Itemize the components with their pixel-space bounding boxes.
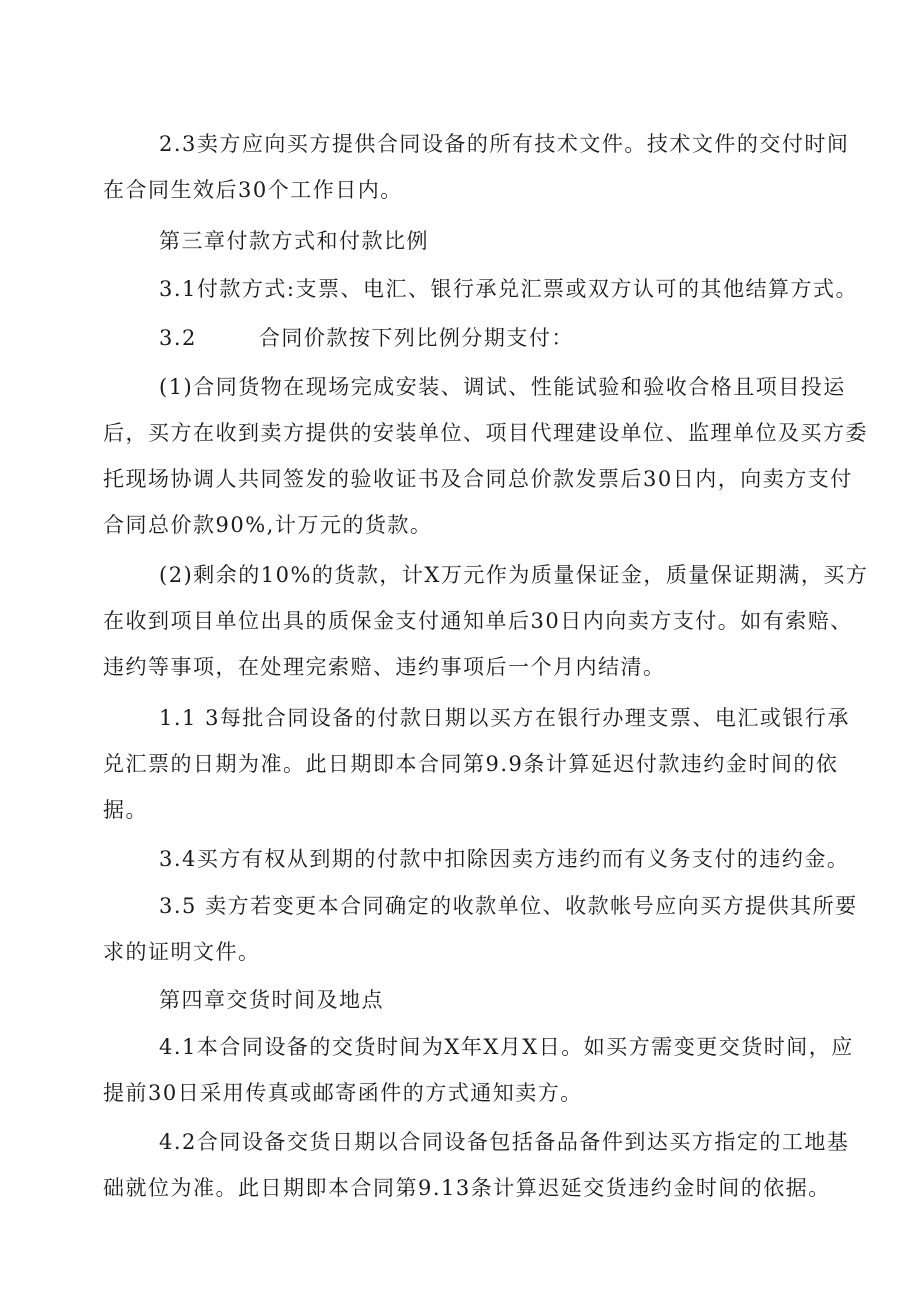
clause-3-3: 1.1 3每批合同设备的付款日期以买方在银行办理支票、电汇或银行承兑汇票的日期为准。此日期即本合同第9.9条计算延迟付款违约金时间的依据。 bbox=[103, 706, 850, 822]
clause-3-4: 3.4买方有权从到期的付款中扣除因卖方违约而有义务支付的违约金。 bbox=[159, 847, 850, 871]
clause-3-2-number: 3.2 bbox=[159, 326, 197, 350]
clause-3-2-item-1: (1)合同货物在现场完成安装、调试、性能试验和验收合格且项目投运后，买方在收到卖方提供的安装单位、项目代理建设单位、监理单位及买方委托现场协调人共同签发的验收证书及合同总价款发票后30日内，向卖方支付合同总价款90%,计万元的货款。 bbox=[103, 375, 868, 537]
clause-3-2-item-2: (2)剩余的10%的货款，计X万元作为质量保证金，质量保证期满，买方在收到项目单位出具的质保金支付通知单后30日内向卖方支付。如有索赔、违约等事项，在处理完索赔、违约事项后一个月内结清。 bbox=[103, 563, 869, 679]
chapter-4-heading: 第四章交货时间及地点 bbox=[159, 988, 384, 1012]
clause-3-5: 3.5 卖方若变更本合同确定的收款单位、收款帐号应向买方提供其所要求的证明文件。 bbox=[103, 894, 858, 964]
clause-2-3: 2.3卖方应向买方提供合同设备的所有技术文件。技术文件的交付时间在合同生效后30个工作日内。 bbox=[103, 132, 850, 202]
clause-3-1: 3.1付款方式:支票、电汇、银行承兑汇票或双方认可的其他结算方式。 bbox=[159, 277, 858, 301]
clause-4-1: 4.1本合同设备的交货时间为X年X月X日。如买方需变更交货时间，应提前30日采用传真或邮寄函件的方式通知卖方。 bbox=[103, 1035, 854, 1105]
clause-3-2 bbox=[103, 315, 869, 361]
chapter-3-heading: 第三章付款方式和付款比例 bbox=[159, 229, 429, 253]
clause-4-2: 4.2合同设备交货日期以合同设备包括备品备件到达买方指定的工地基础就位为准。此日期即本合同第9.13条计算迟延交货违约金时间的依据。 bbox=[103, 1130, 850, 1200]
clause-3-2-text: 合同价款按下列比例分期支付： bbox=[258, 326, 574, 350]
